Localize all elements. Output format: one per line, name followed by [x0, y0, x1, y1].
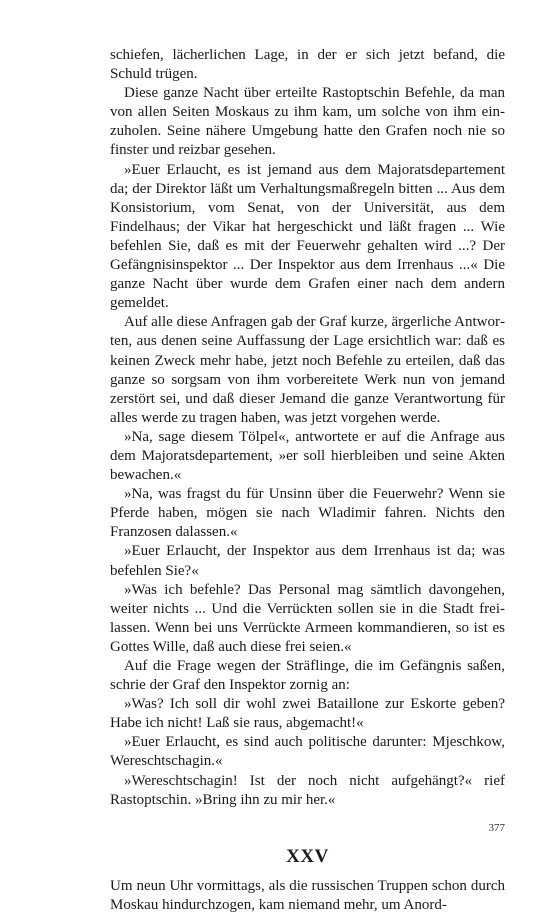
paragraph: schiefen, lächerlichen Lage, in der er sich jetzt befand, die Schuld trügen. — [110, 47, 505, 83]
paragraph: »Was ich befehle? Das Personal mag sämtlich davongehen, weiter nichts ... Und die Verrückten sollen sie in die Stadt freilassen. Wenn bei uns Verrückte Armeen kommandieren, so ist es Gottes Wille, daß auch diese frei seien.« — [110, 581, 505, 655]
paragraph: Um neun Uhr vormittags, als die russischen Truppen schon durch Moskau hindurchzogen, kam niemand mehr, um Anord- — [110, 877, 505, 913]
paragraph: »Was? Ich soll dir wohl zwei Bataillone zur Eskorte geben? Habe ich nicht! Laß sie raus, abgemacht!« — [110, 696, 505, 732]
paragraph: Auf die Frage wegen der Sträflinge, die im Gefängnis saßen, schrie der Graf den Inspektor zornig an: — [110, 658, 505, 694]
paragraph: Auf alle diese Anfragen gab der Graf kurze, ärgerliche Antworten, aus denen seine Auffassung der Lage ersichtlich war: daß es keinen Zweck mehr habe, jetzt noch Befehle zu erteilen, daß das ganze so sorgsam von ihm vorbereitete Werk nun von jemand zerstört sei, und daß dieser Jemand die ganze Verantwortung für alles werde zu tragen haben, was jetzt vorgehen werde. — [110, 314, 505, 426]
paragraph: »Na, sage diesem Tölpel«, antwortete er auf die Anfrage aus dem Majoratsdepartement, »er soll hierbleiben und seine Akten bewachen.« — [110, 428, 505, 484]
paragraph: »Euer Erlaucht, der Inspektor aus dem Irrenhaus ist da; was befehlen Sie?« — [110, 543, 505, 579]
paragraph: Diese ganze Nacht über erteilte Rastoptschin Befehle, da man von allen Seiten Moskaus zu ihm kam, um solche von ihm einzuholen. Seine nähere Umgebung hatte den Grafen noch nie so finster und reizbar gesehen. — [110, 85, 505, 159]
paragraph: »Euer Erlaucht, es sind auch politische darunter: Mjeschkow, Wereschtschagin.« — [110, 734, 505, 770]
paragraph: »Wereschtschagin! Ist der noch nicht aufgehängt?« rief Rastoptschin. »Bring ihn zu mir her.« — [110, 772, 505, 808]
paragraph: »Na, was fragst du für Unsinn über die Feuerwehr? Wenn sie Pferde haben, mögen sie nach Wladimir fahren. Nichts den Franzosen dalassen.« — [110, 486, 505, 541]
page-body — [110, 46, 505, 915]
paragraph: »Euer Erlaucht, es ist jemand aus dem Majoratsdepartement da; der Direktor läßt um Verhaltungsmaßregeln bitten ... Aus dem Konsistorium, vom Senat, von der Universität, aus dem Findelhaus; der Vikar hat hergeschickt und läßt fragen ... Wie befehlen Sie, daß es mit der Feuerwehr gehalten wird ...? Der Gefängnisinspektor ... Der Inspektor aus dem Irrenhaus ...« Die ganze Nacht über wurde dem Grafen einer nach dem andern gemeldet. — [110, 161, 505, 312]
chapter-heading: XXV — [286, 845, 329, 867]
page-number: 377 — [488, 822, 505, 834]
